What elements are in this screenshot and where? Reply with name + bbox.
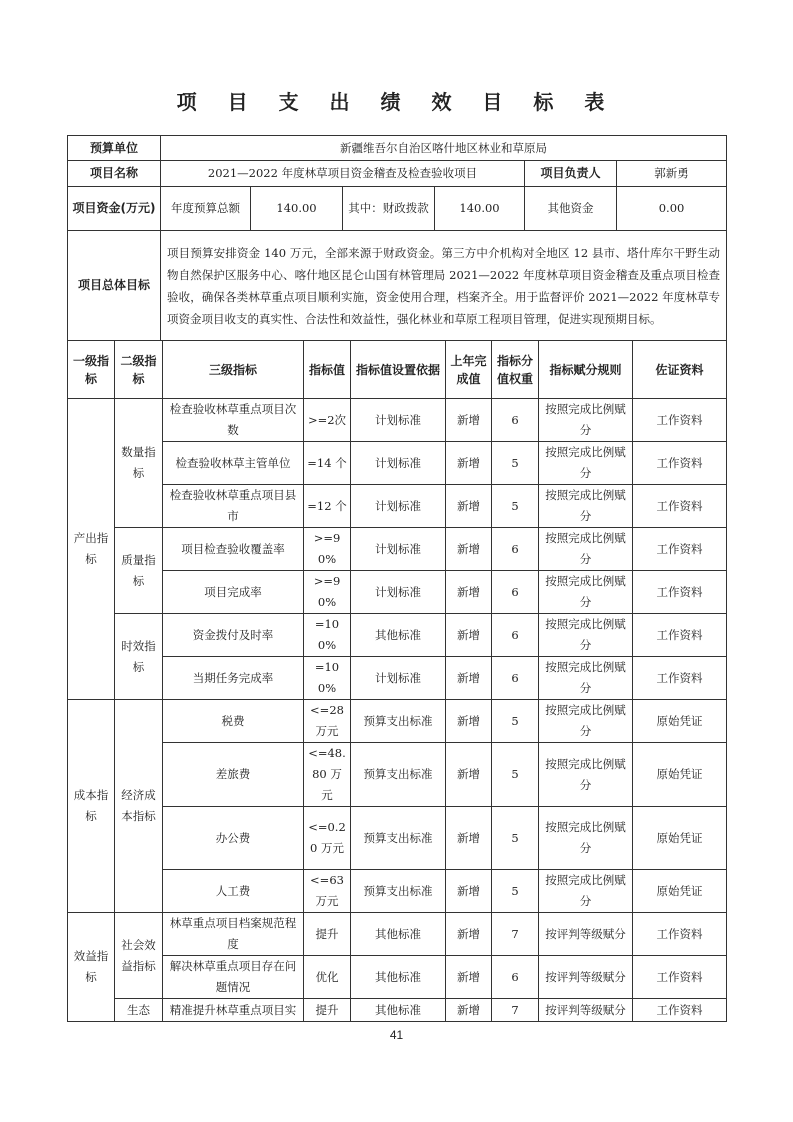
indicator-value: >=90%: [304, 571, 351, 614]
weight: 5: [492, 442, 539, 485]
value-basis: 计划标准: [351, 657, 446, 700]
value-basis: 计划标准: [351, 485, 446, 528]
scoring-rule: 按评判等级赋分: [539, 913, 633, 956]
indicator-value: <=63 万元: [304, 870, 351, 913]
scoring-rule: 按照完成比例赋分: [539, 614, 633, 657]
table-row: [68, 614, 727, 657]
column-header: 指标值设置依据: [351, 341, 446, 399]
weight: 6: [492, 399, 539, 442]
last-year-value: 新增: [446, 442, 492, 485]
level3-indicator: 人工费: [163, 870, 304, 913]
name-label: 项目名称: [68, 161, 161, 187]
indicator-value: <=0.20 万元: [304, 807, 351, 870]
level2-indicator: 生态: [115, 999, 163, 1022]
fiscal-value: 140.00: [435, 187, 525, 231]
scoring-rule: 按照完成比例赋分: [539, 657, 633, 700]
indicator-value: <=48.80 万元: [304, 743, 351, 807]
scoring-rule: 按评判等级赋分: [539, 956, 633, 999]
value-basis: 预算支出标准: [351, 743, 446, 807]
weight: 7: [492, 999, 539, 1022]
evidence: 工作资料: [633, 399, 727, 442]
last-year-value: 新增: [446, 870, 492, 913]
weight: 6: [492, 528, 539, 571]
unit-label: 预算单位: [68, 136, 161, 161]
weight: 5: [492, 807, 539, 870]
indicator-value: <=28 万元: [304, 700, 351, 743]
fiscal-label: 其中：财政拨款: [343, 187, 435, 231]
table-row: [68, 700, 727, 743]
goal-label: 项目总体目标: [68, 231, 161, 341]
indicator-value: =100%: [304, 657, 351, 700]
table-row: [68, 485, 727, 528]
column-header: 三级指标: [163, 341, 304, 399]
indicator-value: >=2次: [304, 399, 351, 442]
table-row: [68, 571, 727, 614]
table-row: [68, 913, 727, 956]
level3-indicator: 检查验收林草重点项目次数: [163, 399, 304, 442]
level3-indicator: 税费: [163, 700, 304, 743]
last-year-value: 新增: [446, 399, 492, 442]
table-row: [68, 442, 727, 485]
last-year-value: 新增: [446, 743, 492, 807]
other-label: 其他资金: [525, 187, 617, 231]
evidence: 工作资料: [633, 528, 727, 571]
page-title: 项 目 支 出 绩 效 目 标 表: [176, 90, 617, 114]
evidence: 工作资料: [633, 956, 727, 999]
weight: 6: [492, 956, 539, 999]
value-basis: 其他标准: [351, 999, 446, 1022]
indicator-value: 优化: [304, 956, 351, 999]
scoring-rule: 按照完成比例赋分: [539, 870, 633, 913]
level3-indicator: 当期任务完成率: [163, 657, 304, 700]
table-row: [68, 743, 727, 807]
last-year-value: 新增: [446, 571, 492, 614]
scoring-rule: 按评判等级赋分: [539, 999, 633, 1022]
indicator-value: =100%: [304, 614, 351, 657]
evidence: 原始凭证: [633, 700, 727, 743]
weight: 5: [492, 700, 539, 743]
level3-indicator: 林草重点项目档案规范程度: [163, 913, 304, 956]
table-row: [68, 399, 727, 442]
level3-indicator: 项目完成率: [163, 571, 304, 614]
scoring-rule: 按照完成比例赋分: [539, 700, 633, 743]
weight: 7: [492, 913, 539, 956]
evidence: 工作资料: [633, 913, 727, 956]
level2-indicator: 质量指标: [115, 528, 163, 614]
evidence: 工作资料: [633, 999, 727, 1022]
indicator-value: 提升: [304, 913, 351, 956]
table-row: [68, 999, 727, 1022]
table-row: [68, 956, 727, 999]
value-basis: 计划标准: [351, 528, 446, 571]
fund-label: 项目资金(万元): [68, 187, 161, 231]
unit-value: 新疆维吾尔自治区喀什地区林业和草原局: [161, 136, 727, 161]
project-info-table: [67, 135, 727, 341]
evidence: 原始凭证: [633, 870, 727, 913]
indicator-value: 提升: [304, 999, 351, 1022]
last-year-value: 新增: [446, 700, 492, 743]
value-basis: 其他标准: [351, 913, 446, 956]
level3-indicator: 精准提升林草重点项目实: [163, 999, 304, 1022]
column-header: 上年完成值: [446, 341, 492, 399]
indicator-table: [67, 340, 727, 1022]
scoring-rule: 按照完成比例赋分: [539, 399, 633, 442]
indicator-value: >=90%: [304, 528, 351, 571]
name-value: 2021—2022 年度林草项目资金稽查及检查验收项目: [161, 161, 525, 187]
column-header: 二级指标: [115, 341, 163, 399]
weight: 5: [492, 870, 539, 913]
evidence: 工作资料: [633, 485, 727, 528]
other-value: 0.00: [617, 187, 727, 231]
evidence: 原始凭证: [633, 743, 727, 807]
level1-indicator: 成本指标: [68, 700, 115, 913]
last-year-value: 新增: [446, 999, 492, 1022]
value-basis: 预算支出标准: [351, 700, 446, 743]
column-header: 指标分值权重: [492, 341, 539, 399]
value-basis: 计划标准: [351, 399, 446, 442]
table-row: [68, 807, 727, 870]
page-number: 41: [389, 1028, 404, 1042]
level2-indicator: 数量指标: [115, 399, 163, 528]
level3-indicator: 检查验收林草重点项目县市: [163, 485, 304, 528]
owner-label: 项目负责人: [525, 161, 617, 187]
total-value: 140.00: [251, 187, 343, 231]
level2-indicator: 时效指标: [115, 614, 163, 700]
last-year-value: 新增: [446, 614, 492, 657]
scoring-rule: 按照完成比例赋分: [539, 442, 633, 485]
level1-indicator: 效益指标: [68, 913, 115, 1022]
column-header: 一级指标: [68, 341, 115, 399]
last-year-value: 新增: [446, 807, 492, 870]
weight: 6: [492, 614, 539, 657]
weight: 5: [492, 743, 539, 807]
column-header: 指标赋分规则: [539, 341, 633, 399]
level2-indicator: 社会效益指标: [115, 913, 163, 999]
weight: 6: [492, 657, 539, 700]
weight: 6: [492, 571, 539, 614]
scoring-rule: 按照完成比例赋分: [539, 485, 633, 528]
last-year-value: 新增: [446, 657, 492, 700]
level3-indicator: 差旅费: [163, 743, 304, 807]
column-header: 佐证资料: [633, 341, 727, 399]
indicator-value: =14 个: [304, 442, 351, 485]
value-basis: 其他标准: [351, 956, 446, 999]
evidence: 工作资料: [633, 571, 727, 614]
evidence: 工作资料: [633, 442, 727, 485]
level3-indicator: 解决林草重点项目存在问题情况: [163, 956, 304, 999]
level1-indicator: 产出指标: [68, 399, 115, 700]
indicator-value: =12 个: [304, 485, 351, 528]
table-row: [68, 870, 727, 913]
column-header: 指标值: [304, 341, 351, 399]
weight: 5: [492, 485, 539, 528]
value-basis: 预算支出标准: [351, 807, 446, 870]
evidence: 原始凭证: [633, 807, 727, 870]
value-basis: 计划标准: [351, 571, 446, 614]
owner-value: 郭新勇: [617, 161, 727, 187]
goal-text: 项目预算安排资金 140 万元，全部来源于财政资金。第三方中介机构对全地区 12 县市、塔什库尔干野生动物自然保护区服务中心、喀什地区昆仑山国有林管理局 2021—2022 年度林草项目资金稽查及重点项目检查验收，确保各类林草重点项目顺利实施，资金使用合理，档案齐全。用于监督评价 2021—2022 年度林草专项资金项目收支的真实性、合法性和效益性，强化林业和草原工程项目管理，促进实现预期目标。: [161, 231, 727, 341]
scoring-rule: 按照完成比例赋分: [539, 528, 633, 571]
table-row: [68, 528, 727, 571]
scoring-rule: 按照完成比例赋分: [539, 743, 633, 807]
level3-indicator: 检查验收林草主管单位: [163, 442, 304, 485]
last-year-value: 新增: [446, 528, 492, 571]
level3-indicator: 项目检查验收覆盖率: [163, 528, 304, 571]
last-year-value: 新增: [446, 485, 492, 528]
evidence: 工作资料: [633, 614, 727, 657]
value-basis: 预算支出标准: [351, 870, 446, 913]
last-year-value: 新增: [446, 913, 492, 956]
scoring-rule: 按照完成比例赋分: [539, 807, 633, 870]
evidence: 工作资料: [633, 657, 727, 700]
total-label: 年度预算总额: [161, 187, 251, 231]
last-year-value: 新增: [446, 956, 492, 999]
table-row: [68, 657, 727, 700]
level2-indicator: 经济成本指标: [115, 700, 163, 913]
level3-indicator: 资金拨付及时率: [163, 614, 304, 657]
level3-indicator: 办公费: [163, 807, 304, 870]
value-basis: 其他标准: [351, 614, 446, 657]
value-basis: 计划标准: [351, 442, 446, 485]
scoring-rule: 按照完成比例赋分: [539, 571, 633, 614]
